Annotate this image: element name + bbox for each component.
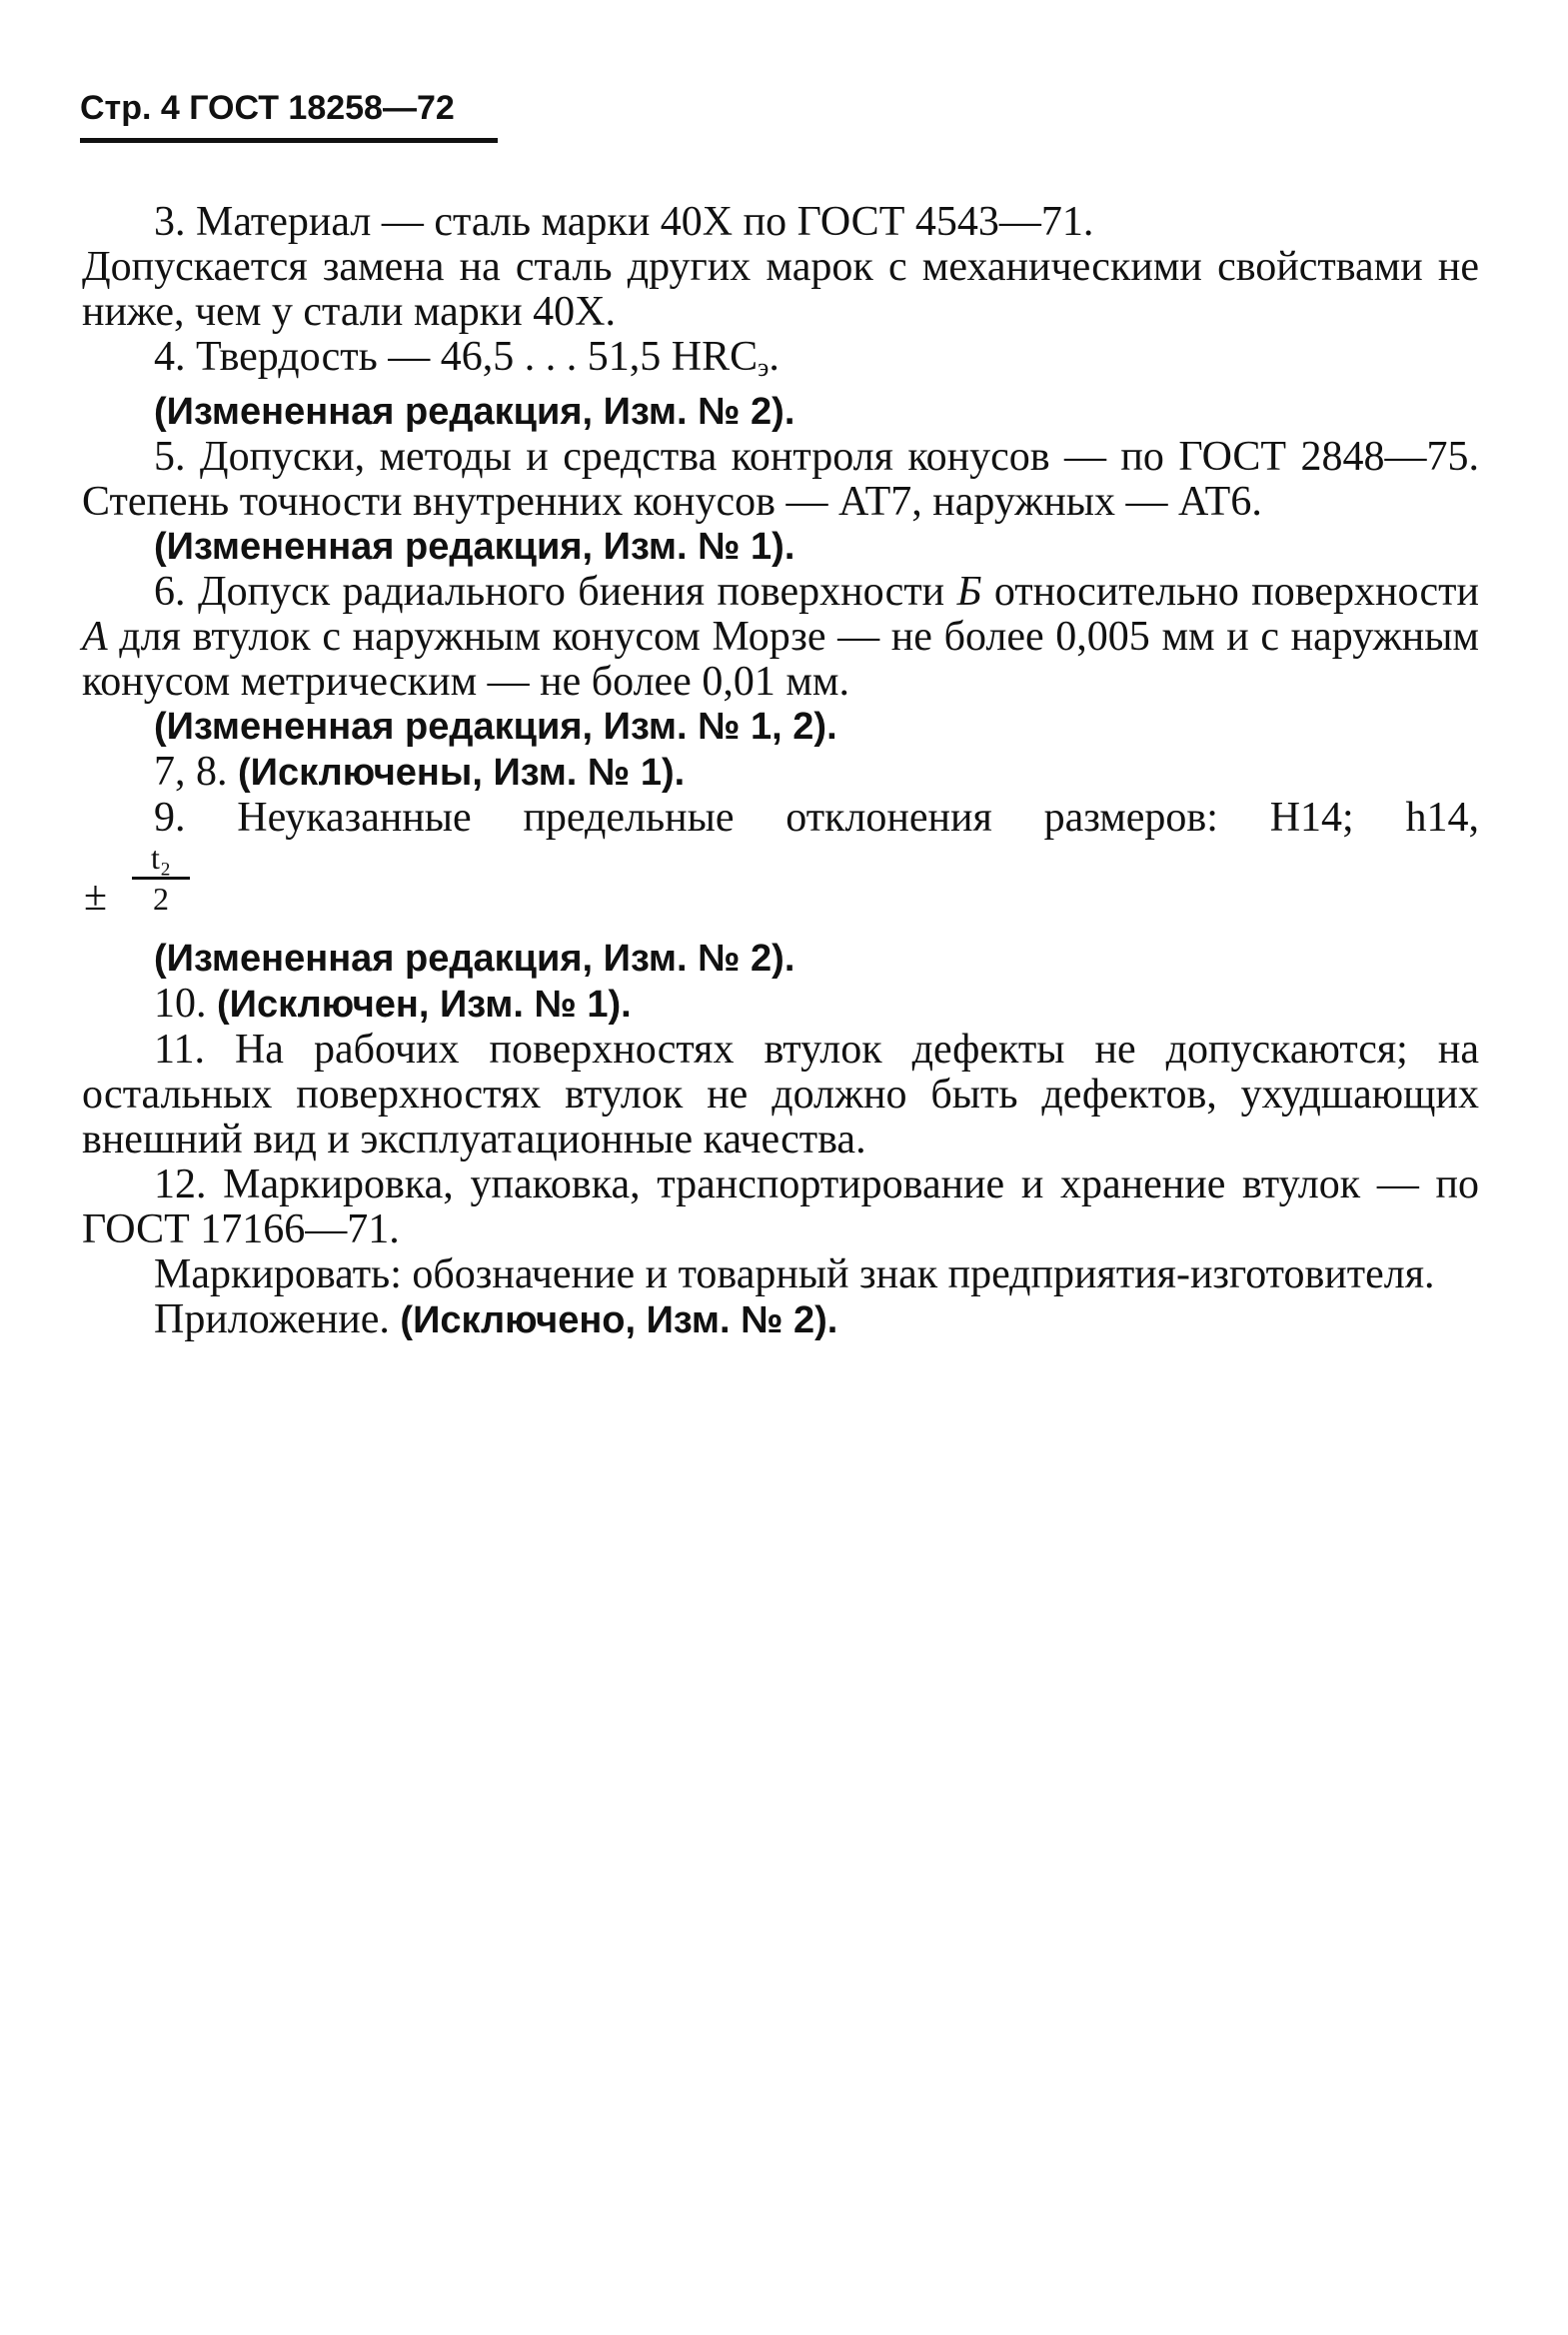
- item-9: 9. Неуказанные предельные отклонения размеров: H14; h14,: [154, 795, 1479, 841]
- item-6-text-e: для втулок с наружным конусом Морзе — не более 0,005 мм и с наружным конусом метрическим — не более 0,01 мм.: [82, 614, 1479, 705]
- item-3-note: [82, 245, 1479, 335]
- document-body: [82, 200, 1479, 1343]
- fraction: [132, 841, 190, 916]
- item-4-subscript: э: [758, 353, 770, 382]
- appendix-excluded: (Исключено, Изм. № 2).: [400, 1299, 838, 1341]
- item-4: [82, 335, 1479, 390]
- item-5-amendment: (Измененная редакция, Изм. № 1).: [154, 526, 795, 568]
- item-4-amendment: (Измененная редакция, Изм. № 2).: [154, 391, 795, 433]
- item-10: [82, 982, 1479, 1028]
- item-3-note-text: Допускается замена на сталь других марок с механическими свойствами не ниже, чем у стали марки 40Х.: [82, 244, 1479, 335]
- item-10-number: 10.: [154, 981, 217, 1027]
- item-9-amendment: (Измененная редакция, Изм. № 2).: [154, 938, 795, 980]
- item-6-amendment: (Измененная редакция, Изм. № 1, 2).: [154, 706, 837, 748]
- items-7-8-excluded: (Исключены, Изм. № 1).: [238, 752, 686, 794]
- item-4-text: 4. Твердость — 46,5 . . . 51,5 HRC: [154, 334, 759, 380]
- items-7-8-number: 7, 8.: [154, 749, 238, 795]
- plus-minus-sign: ±: [84, 874, 108, 920]
- item-4-end: .: [769, 334, 780, 380]
- item-12: 12. Маркировка, упаковка, транспортирование и хранение втулок — по ГОСТ 17166—71.: [82, 1162, 1479, 1252]
- tolerance-fraction: [82, 841, 1479, 937]
- page-header: Стр. 4 ГОСТ 18258—72: [80, 88, 498, 143]
- surface-b-label: Б: [956, 569, 982, 615]
- item-10-excluded: (Исключен, Изм. № 1).: [217, 984, 632, 1026]
- item-11: 11. На рабочих поверхностях втулок дефекты не допускаются; на остальных поверхностях втулок не должно быть дефектов, ухудшающих внешний вид и эксплуатационные качества.: [82, 1027, 1479, 1163]
- item-6-text-a: 6. Допуск радиального биения поверхности: [154, 569, 957, 615]
- surface-a-label: А: [82, 614, 108, 660]
- item-6-text-c: относительно поверхности: [981, 569, 1479, 615]
- fraction-numerator: t₂: [132, 841, 190, 880]
- items-7-8: [82, 750, 1479, 796]
- item-3: 3. Материал — сталь марки 40Х по ГОСТ 4543—71.: [154, 199, 1094, 245]
- item-12-marking: Маркировать: обозначение и товарный знак предприятия-изготовителя.: [154, 1251, 1435, 1297]
- appendix-line: [82, 1297, 1479, 1343]
- item-6: [82, 570, 1479, 705]
- item-5: 5. Допуски, методы и средства контроля конусов — по ГОСТ 2848—75. Степень точности внутренних конусов — АТ7, наружных — АТ6.: [82, 434, 1479, 525]
- appendix-label: Приложение.: [154, 1296, 401, 1342]
- fraction-denominator: 2: [153, 881, 169, 917]
